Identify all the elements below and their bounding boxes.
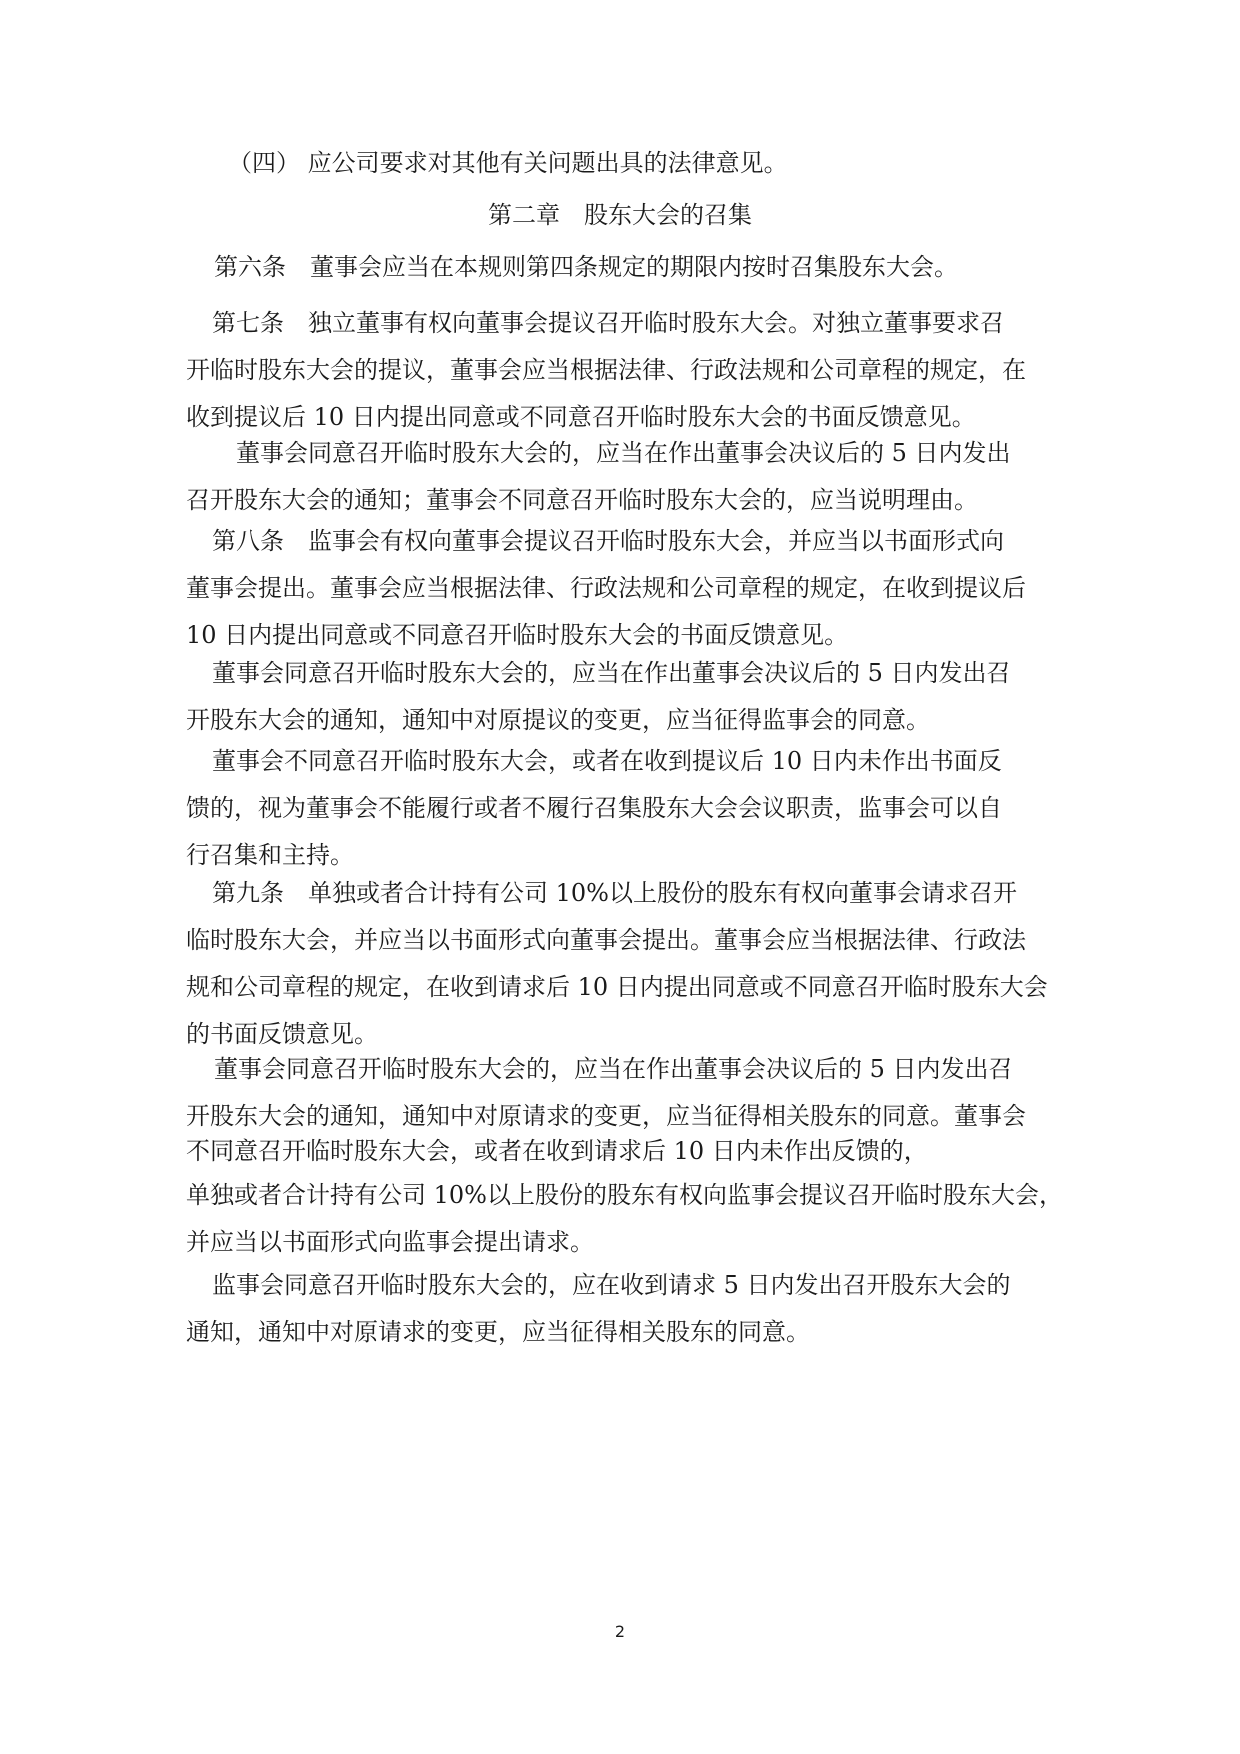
text-line: 通知，通知中对原请求的变更，应当征得相关股东的同意。 <box>186 1318 810 1346</box>
text-line: 临时股东大会，并应当以书面形式向董事会提出。董事会应当根据法律、行政法 <box>186 926 1026 954</box>
text-line: 董事会不同意召开临时股东大会，或者在收到提议后 10 日内未作出书面反 <box>212 747 1002 775</box>
article-6-paragraph <box>214 244 1104 291</box>
text-line: 董事会提出。董事会应当根据法律、行政法规和公司章程的规定，在收到提议后 <box>186 574 1026 602</box>
article-7-second-paragraph <box>186 430 1076 524</box>
text-line: 开临时股东大会的提议，董事会应当根据法律、行政法规和公司章程的规定，在 <box>186 356 1026 384</box>
text-line: 开股东大会的通知，通知中对原请求的变更，应当征得相关股东的同意。董事会 <box>186 1102 1026 1130</box>
text-line: 单独或者合计持有公司 10%以上股份的股东有权向监事会提议召开临时股东大会， <box>186 1181 1063 1209</box>
text-line: 10 日内提出同意或不同意召开临时股东大会的书面反馈意见。 <box>186 621 849 649</box>
text-line: 召开股东大会的通知；董事会不同意召开临时股东大会的，应当说明理由。 <box>186 486 978 514</box>
text-line: 并应当以书面形式向监事会提出请求。 <box>186 1228 594 1256</box>
text-line: 第八条 监事会有权向董事会提议召开临时股东大会，并应当以书面形式向 <box>212 527 1004 555</box>
article-8-second-paragraph <box>186 650 1076 744</box>
page-number: 2 <box>614 1622 626 1641</box>
text-line: 第六条 董事会应当在本规则第四条规定的期限内按时召集股东大会。 <box>214 253 958 281</box>
text-line: 不同意召开临时股东大会，或者在收到请求后 10 日内未作出反馈的， <box>186 1137 928 1165</box>
text-line: 收到提议后 10 日内提出同意或不同意召开临时股东大会的书面反馈意见。 <box>186 403 976 431</box>
text-line: 监事会同意召开临时股东大会的，应在收到请求 5 日内发出召开股东大会的 <box>212 1271 1011 1299</box>
item-4-paragraph <box>228 140 1118 187</box>
article-8-paragraph <box>186 518 1076 659</box>
text-line: 董事会同意召开临时股东大会的，应当在作出董事会决议后的 5 日内发出 <box>236 439 1011 467</box>
chapter-heading: 第二章 股东大会的召集 <box>488 201 752 229</box>
text-line: 规和公司章程的规定，在收到请求后 10 日内提出同意或不同意召开临时股东大会 <box>186 973 1048 1001</box>
text-line: 第七条 独立董事有权向董事会提议召开临时股东大会。对独立董事要求召 <box>212 309 1004 337</box>
text-line: 开股东大会的通知，通知中对原提议的变更，应当征得监事会的同意。 <box>186 706 930 734</box>
article-7-paragraph <box>186 300 1076 441</box>
text-line: （四） 应公司要求对其他有关问题出具的法律意见。 <box>228 149 788 177</box>
article-9-second-paragraph <box>186 1046 1076 1175</box>
article-8-third-paragraph <box>186 738 1076 879</box>
text-line: 第九条 单独或者合计持有公司 10%以上股份的股东有权向董事会请求召开 <box>212 879 1017 907</box>
text-line: 董事会同意召开临时股东大会的，应当在作出董事会决议后的 5 日内发出召 <box>214 1055 1013 1083</box>
article-9-third-paragraph <box>186 1172 1076 1266</box>
text-line: 馈的，视为董事会不能履行或者不履行召集股东大会会议职责，监事会可以自 <box>186 794 1002 822</box>
text-line: 行召集和主持。 <box>186 841 354 869</box>
text-line: 董事会同意召开临时股东大会的，应当在作出董事会决议后的 5 日内发出召 <box>212 659 1011 687</box>
article-9-fourth-paragraph <box>186 1262 1076 1356</box>
text-line: 的书面反馈意见。 <box>186 1020 378 1048</box>
article-9-paragraph <box>186 870 1076 1058</box>
